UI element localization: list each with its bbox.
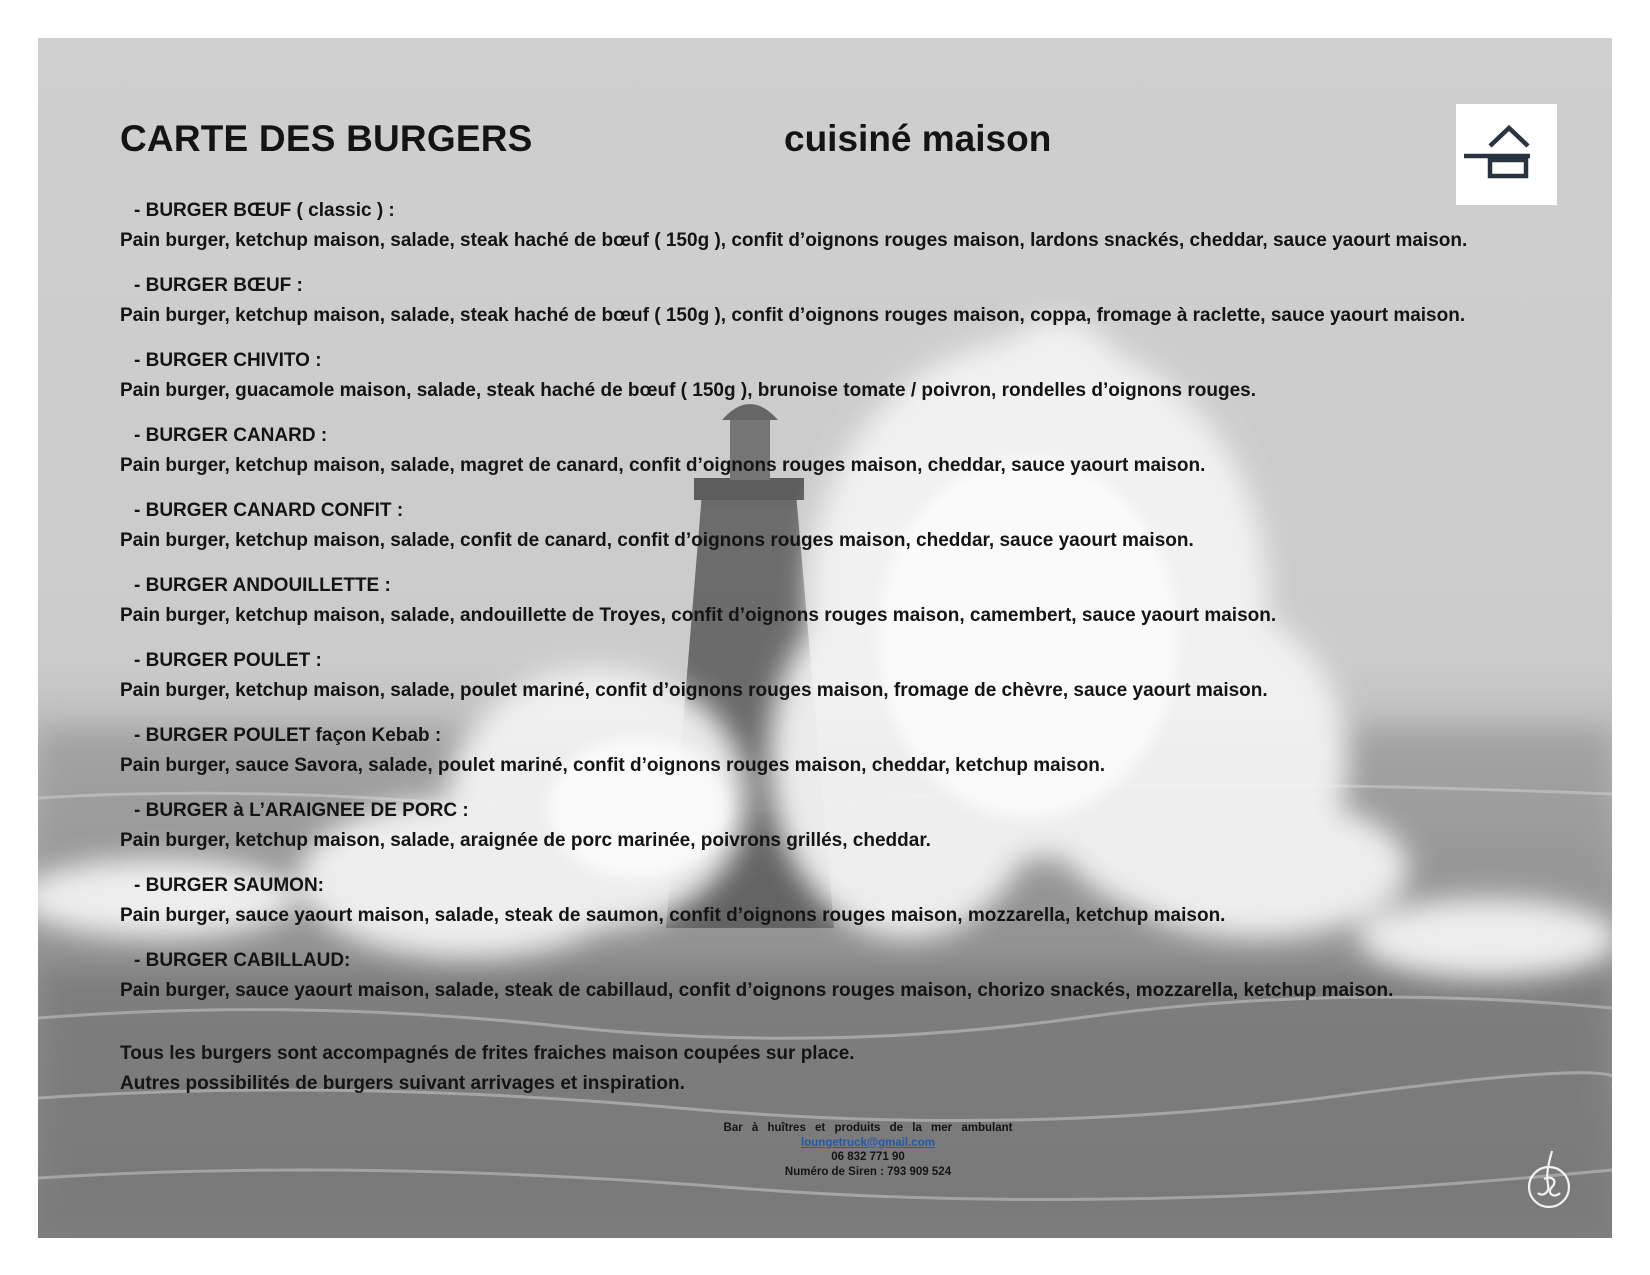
footer-phone: 06 832 771 90	[831, 1151, 905, 1163]
item-name: - BURGER CANARD :	[134, 425, 328, 446]
item-description: Pain burger, sauce yaourt maison, salade, steak de saumon, confit d’oignons rouges maison, mozzarella, ketchup maison.	[120, 905, 1226, 926]
footer-email-link[interactable]: loungetruck@gmail.com	[801, 1136, 935, 1149]
page-subtitle: cuisiné maison	[784, 118, 1052, 159]
page-title: CARTE DES BURGERS	[120, 118, 533, 159]
item-description: Pain burger, ketchup maison, salade, confit de canard, confit d’oignons rouges maison, cheddar, sauce yaourt maison.	[120, 530, 1194, 551]
item-name: - BURGER CANARD CONFIT :	[134, 500, 404, 521]
menu-item	[120, 648, 1600, 704]
menu-item	[120, 198, 1600, 254]
notes-line-options: Autres possibilités de burgers suivant arrivages et inspiration.	[120, 1073, 685, 1094]
item-name: - BURGER POULET :	[134, 650, 322, 671]
item-name: - BURGER CHIVITO :	[134, 350, 322, 371]
item-description: Pain burger, ketchup maison, salade, steak haché de bœuf ( 150g ), confit d’oignons rouges maison, coppa, fromage à raclette, sauce yaourt maison.	[120, 305, 1466, 326]
item-name: - BURGER BŒUF :	[134, 275, 303, 296]
item-description: Pain burger, ketchup maison, salade, araignée de porc marinée, poivrons grillés, cheddar.	[120, 830, 931, 851]
item-description: Pain burger, sauce yaourt maison, salade, steak de cabillaud, confit d’oignons rouges maison, chorizo snackés, mozzarella, ketchup maison.	[120, 980, 1394, 1001]
item-name: - BURGER ANDOUILLETTE :	[134, 575, 391, 596]
menu-item	[120, 498, 1600, 554]
menu-item	[120, 423, 1600, 479]
item-description: Pain burger, sauce Savora, salade, poulet mariné, confit d’oignons rouges maison, cheddar, ketchup maison.	[120, 755, 1106, 776]
item-name: - BURGER BŒUF ( classic ) :	[134, 200, 395, 221]
notes-line-fries: Tous les burgers sont accompagnés de frites fraiches maison coupées sur place.	[120, 1043, 855, 1064]
menu-item	[120, 573, 1600, 629]
menu-item	[120, 723, 1600, 779]
item-name: - BURGER POULET façon Kebab :	[134, 725, 442, 746]
menu-item	[120, 348, 1600, 404]
menu-notes	[120, 1039, 855, 1099]
item-description: Pain burger, ketchup maison, salade, poulet mariné, confit d’oignons rouges maison, fromage de chèvre, sauce yaourt maison.	[120, 680, 1268, 701]
signature-mark-icon	[1522, 1147, 1578, 1216]
item-description: Pain burger, guacamole maison, salade, steak haché de bœuf ( 150g ), brunoise tomate / poivron, rondelles d’oignons rouges.	[120, 380, 1257, 401]
menu-item	[120, 798, 1600, 854]
menu-item	[120, 273, 1600, 329]
item-name: - BURGER SAUMON:	[134, 875, 324, 896]
item-name: - BURGER à L’ARAIGNEE DE PORC :	[134, 800, 469, 821]
footer-siren: Numéro de Siren : 793 909 524	[784, 1165, 952, 1178]
house-logo-icon	[1456, 104, 1557, 205]
item-name: - BURGER CABILLAUD:	[134, 950, 351, 971]
footer-tagline: Bar à huîtres et produits de la mer ambulant	[723, 1122, 1013, 1134]
footer-contact	[598, 1121, 1138, 1179]
menu-item	[120, 873, 1600, 929]
item-description: Pain burger, ketchup maison, salade, steak haché de bœuf ( 150g ), confit d’oignons rouges maison, lardons snackés, cheddar, sauce yaourt maison.	[120, 230, 1468, 251]
item-description: Pain burger, ketchup maison, salade, magret de canard, confit d’oignons rouges maison, cheddar, sauce yaourt maison.	[120, 455, 1206, 476]
menu-item	[120, 948, 1600, 1004]
burger-menu-list	[120, 198, 1600, 1023]
item-description: Pain burger, ketchup maison, salade, andouillette de Troyes, confit d’oignons rouges maison, camembert, sauce yaourt maison.	[120, 605, 1277, 626]
menu-sheet	[38, 38, 1612, 1238]
